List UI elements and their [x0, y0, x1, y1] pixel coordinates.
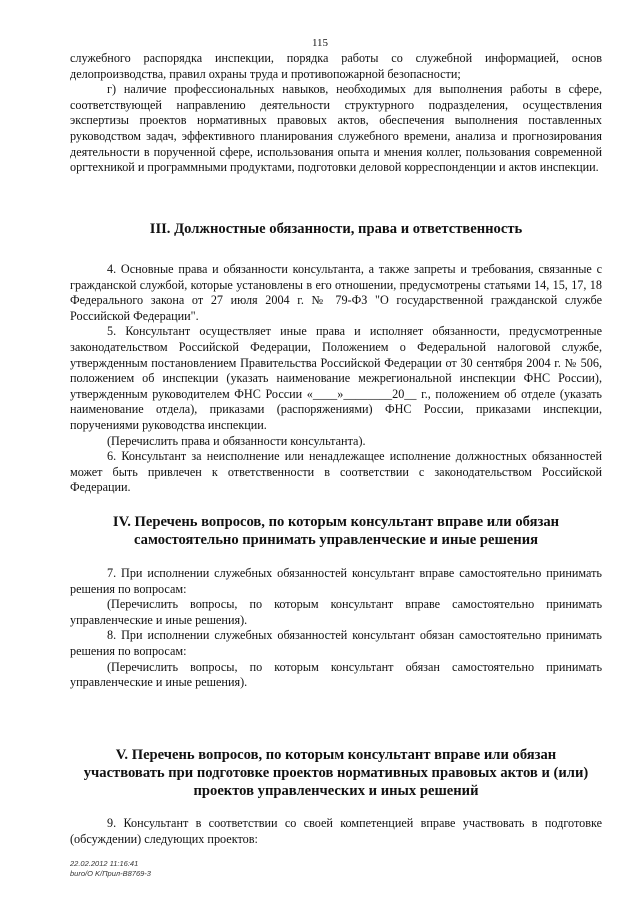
- paragraph: (Перечислить права и обязанности консультанта).: [107, 433, 366, 448]
- paragraph: служебного распорядка инспекции, порядка работы со служебной информацией, основ делопроизводства, правил охраны труда и противопожарной безопасности;: [70, 51, 602, 81]
- heading-line: IV. Перечень вопросов, по которым консультант вправе или обязан: [112, 514, 560, 530]
- heading-line: проектов управленческих и иных решений: [193, 783, 479, 799]
- heading-line: участвовать при подготовке проектов нормативных правовых актов и (или): [83, 765, 589, 781]
- paragraph: 8. При исполнении служебных обязанностей консультант обязан самостоятельно принимать решения по вопросам:: [70, 628, 602, 658]
- heading-line: III. Должностные обязанности, права и ответственность: [149, 221, 523, 237]
- footer-line: 22.02.2012 11:16:41: [70, 859, 139, 868]
- footer-line: buro/O K/Прил-B8769-3: [70, 868, 151, 878]
- section-3-body: [70, 262, 602, 496]
- section-4-body: [70, 566, 602, 691]
- heading-line: V. Перечень вопросов, по которым консультант вправе или обязан: [115, 747, 557, 763]
- page-number: 115: [311, 37, 329, 49]
- heading-line: самостоятельно принимать управленческие и иные решения: [134, 532, 538, 548]
- paragraph: 9. Консультант в соответствии со своей компетенцией вправе участвовать в подготовке (обсуждении) следующих проектов:: [70, 816, 602, 846]
- paragraph: (Перечислить вопросы, по которым консультант обязан самостоятельно принимать управленческие и иные решения).: [70, 659, 602, 690]
- section-5-body: [70, 816, 602, 847]
- paragraph: (Перечислить вопросы, по которым консультант вправе самостоятельно принимать управленческие и иные решения).: [70, 597, 602, 627]
- section-heading-4: [70, 513, 602, 549]
- paragraph: г) наличие профессиональных навыков, необходимых для выполнения работы в сфере, соответствующей направлению деятельности структурного подразделения, осуществления экспертизы проектов нормативных правовых актов, обеспечения выполнения поставленных руководством задач, эффективного планирования служебного времени, анализа и прогнозирования деятельности в порученной сфере, использования опыта и мнения коллег, пользования современной оргтехникой и программными продуктами, подготовки деловой корреспонденции и актов инспекции.: [70, 82, 602, 175]
- paragraph: 7. При исполнении служебных обязанностей консультант вправе самостоятельно принимать решения по вопросам:: [70, 566, 602, 596]
- section-2-tail: [70, 51, 602, 176]
- paragraph: 4. Основные права и обязанности консультанта, а также запреты и требования, связанные с гражданской службой, которые установлены в его отношении, предусмотрены статьями 14, 15, 17, 18 Федерального закона от 27 июля 2004 г. № 79-ФЗ "О государственной гражданской службе Российской Федерации".: [70, 262, 602, 323]
- print-footer: [70, 859, 151, 878]
- section-heading-3: [70, 220, 602, 238]
- section-heading-5: [70, 746, 602, 800]
- paragraph: 6. Консультант за неисполнение или ненадлежащее исполнение должностных обязанностей может быть привлечен к ответственности в соответствии с законодательством Российской Федерации.: [70, 449, 602, 495]
- paragraph: 5. Консультант осуществляет иные права и исполняет обязанности, предусмотренные законодательством Российской Федерации, Положением о Федеральной налоговой службе, утвержденным постановлением Правительства Российской Федерации от 30 сентября 2004 г. № 506, положением об инспекции (указать наименование межрегиональной инспекции ФНС России), утвержденным руководителем ФНС России «____»________20__ г., положением об отделе (указать наименование отдела), приказами (распоряжениями) ФНС России, приказами инспекции, поручениями руководства инспекции.: [70, 324, 602, 432]
